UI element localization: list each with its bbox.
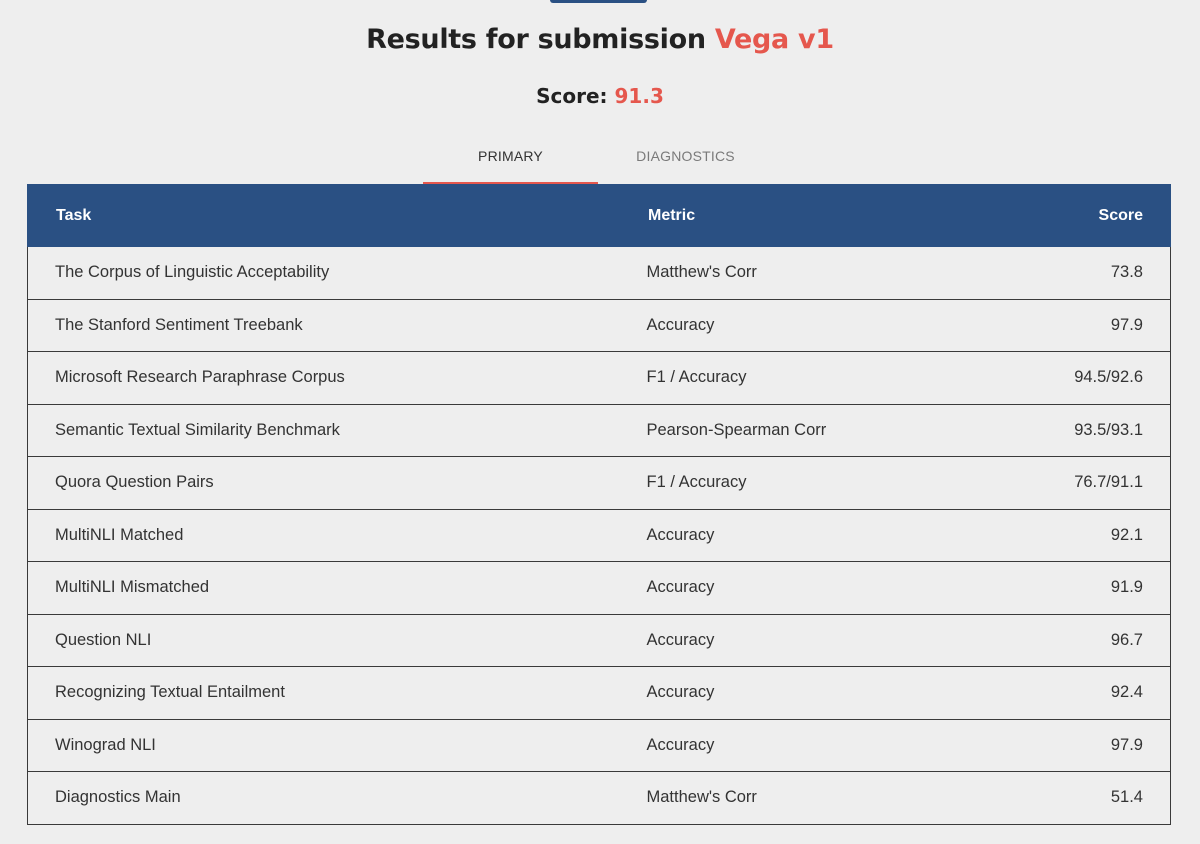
table-row: [28, 299, 1171, 352]
table-row: [28, 562, 1171, 615]
metric-cell: Matthew's Corr: [620, 247, 979, 300]
task-cell: Quora Question Pairs: [28, 457, 620, 510]
task-cell: Diagnostics Main: [28, 772, 620, 825]
table-row: [28, 614, 1171, 667]
results-tabs: [423, 138, 773, 184]
column-header-task[interactable]: Task: [28, 185, 620, 247]
results-table: [27, 184, 1171, 825]
metric-cell: Accuracy: [620, 614, 979, 667]
score-label: Score:: [536, 84, 608, 108]
column-header-score[interactable]: Score: [979, 185, 1171, 247]
table-row: [28, 457, 1171, 510]
metric-cell: Accuracy: [620, 509, 979, 562]
score-value: 91.3: [614, 84, 664, 108]
score-cell: 73.8: [979, 247, 1171, 300]
table-row: [28, 247, 1171, 300]
metric-cell: Matthew's Corr: [620, 772, 979, 825]
metric-cell: Pearson-Spearman Corr: [620, 404, 979, 457]
score-cell: 97.9: [979, 299, 1171, 352]
column-header-metric[interactable]: Metric: [620, 185, 979, 247]
table-row: [28, 719, 1171, 772]
tab-diagnostics[interactable]: DIAGNOSTICS: [636, 148, 735, 164]
score-cell: 51.4: [979, 772, 1171, 825]
task-cell: The Corpus of Linguistic Acceptability: [28, 247, 620, 300]
table-row: [28, 667, 1171, 720]
metric-cell: F1 / Accuracy: [620, 352, 979, 405]
results-table-body: [28, 247, 1171, 825]
score-cell: 93.5/93.1: [979, 404, 1171, 457]
page-title: [0, 24, 1200, 55]
task-cell: MultiNLI Matched: [28, 509, 620, 562]
task-cell: Microsoft Research Paraphrase Corpus: [28, 352, 620, 405]
table-row: [28, 772, 1171, 825]
score-cell: 96.7: [979, 614, 1171, 667]
tab-primary[interactable]: PRIMARY: [423, 138, 598, 184]
title-prefix: Results for submission: [366, 24, 706, 55]
score-cell: 92.1: [979, 509, 1171, 562]
task-cell: MultiNLI Mismatched: [28, 562, 620, 615]
metric-cell: Accuracy: [620, 719, 979, 772]
score-cell: 94.5/92.6: [979, 352, 1171, 405]
table-row: [28, 352, 1171, 405]
submission-name: Vega v1: [714, 24, 834, 55]
table-header-row: [28, 185, 1171, 247]
table-row: [28, 509, 1171, 562]
score-cell: 97.9: [979, 719, 1171, 772]
overall-score: [0, 84, 1200, 108]
metric-cell: Accuracy: [620, 299, 979, 352]
task-cell: Question NLI: [28, 614, 620, 667]
score-cell: 91.9: [979, 562, 1171, 615]
top-nav-tab-indicator[interactable]: [550, 0, 647, 3]
task-cell: The Stanford Sentiment Treebank: [28, 299, 620, 352]
task-cell: Winograd NLI: [28, 719, 620, 772]
metric-cell: F1 / Accuracy: [620, 457, 979, 510]
table-row: [28, 404, 1171, 457]
task-cell: Semantic Textual Similarity Benchmark: [28, 404, 620, 457]
task-cell: Recognizing Textual Entailment: [28, 667, 620, 720]
score-cell: 76.7/91.1: [979, 457, 1171, 510]
score-cell: 92.4: [979, 667, 1171, 720]
metric-cell: Accuracy: [620, 562, 979, 615]
metric-cell: Accuracy: [620, 667, 979, 720]
